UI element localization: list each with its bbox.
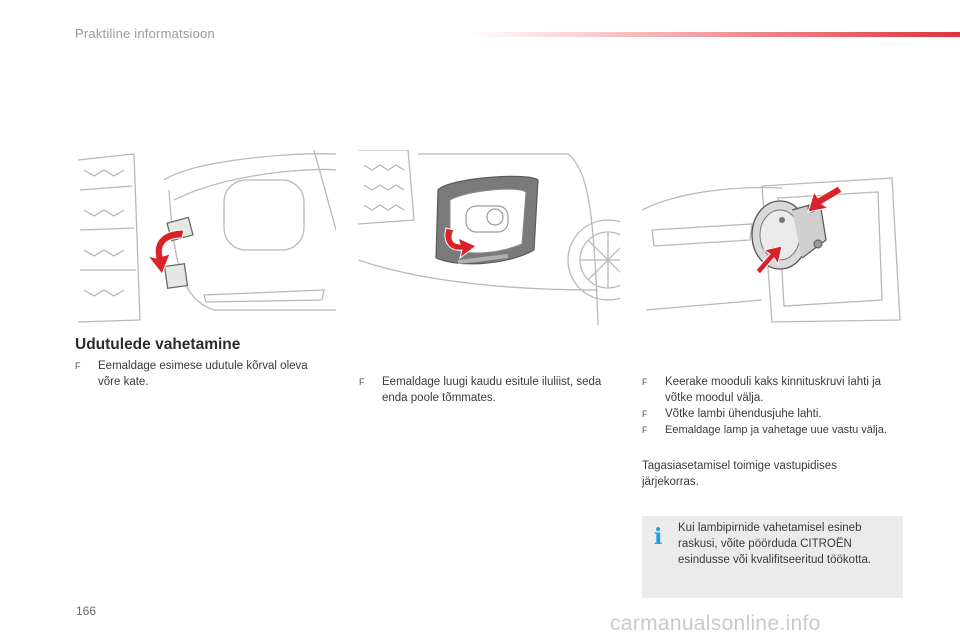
section-title: Udutulede vahetamine [75,336,241,353]
info-text: Kui lambipirnide vahetamisel esineb raskusi, võite pöörduda CITROËN esindusse või kvalifitseeritud töökotta. [678,522,872,566]
bullet-icon: F [359,377,365,387]
arrow-icon [808,186,842,212]
step-text: Eemaldage luugi kaudu esitule iluliist, seda enda poole tõmmates. [382,376,602,404]
step-text: Eemaldage lamp ja vahetage uue vastu välja. [665,424,887,436]
step-item [75,358,333,390]
step-text: Eemaldage esimese udutule kõrval oleva võre kate. [98,360,308,388]
watermark: carmanualsonline.info [610,612,821,635]
bullet-icon: F [642,377,648,387]
page-number: 166 [76,604,97,618]
reassembly-note: Tagasiasetamisel toimige vastupidises järjekorras. [642,460,837,488]
info-box [642,516,903,598]
bullet-icon: F [75,361,81,371]
bullet-icon: F [642,425,648,435]
step-text: Võtke lambi ühendusjuhe lahti. [665,408,822,420]
step-item [359,374,621,406]
bullet-icon: F [642,409,648,419]
illustration-grille-cover-removal [74,150,336,325]
step-item [642,374,906,406]
page-header-title: Praktiline informatsioon [75,26,215,41]
step-text: Keerake mooduli kaks kinnituskruvi lahti ja võtke moodul välja. [665,376,882,404]
illustration-trim-removal [358,150,620,325]
header-accent-bar [470,32,960,37]
illustration-fog-lamp-module [642,150,904,325]
step-item [642,422,906,438]
step-item [642,406,906,422]
info-icon: i [654,524,663,550]
